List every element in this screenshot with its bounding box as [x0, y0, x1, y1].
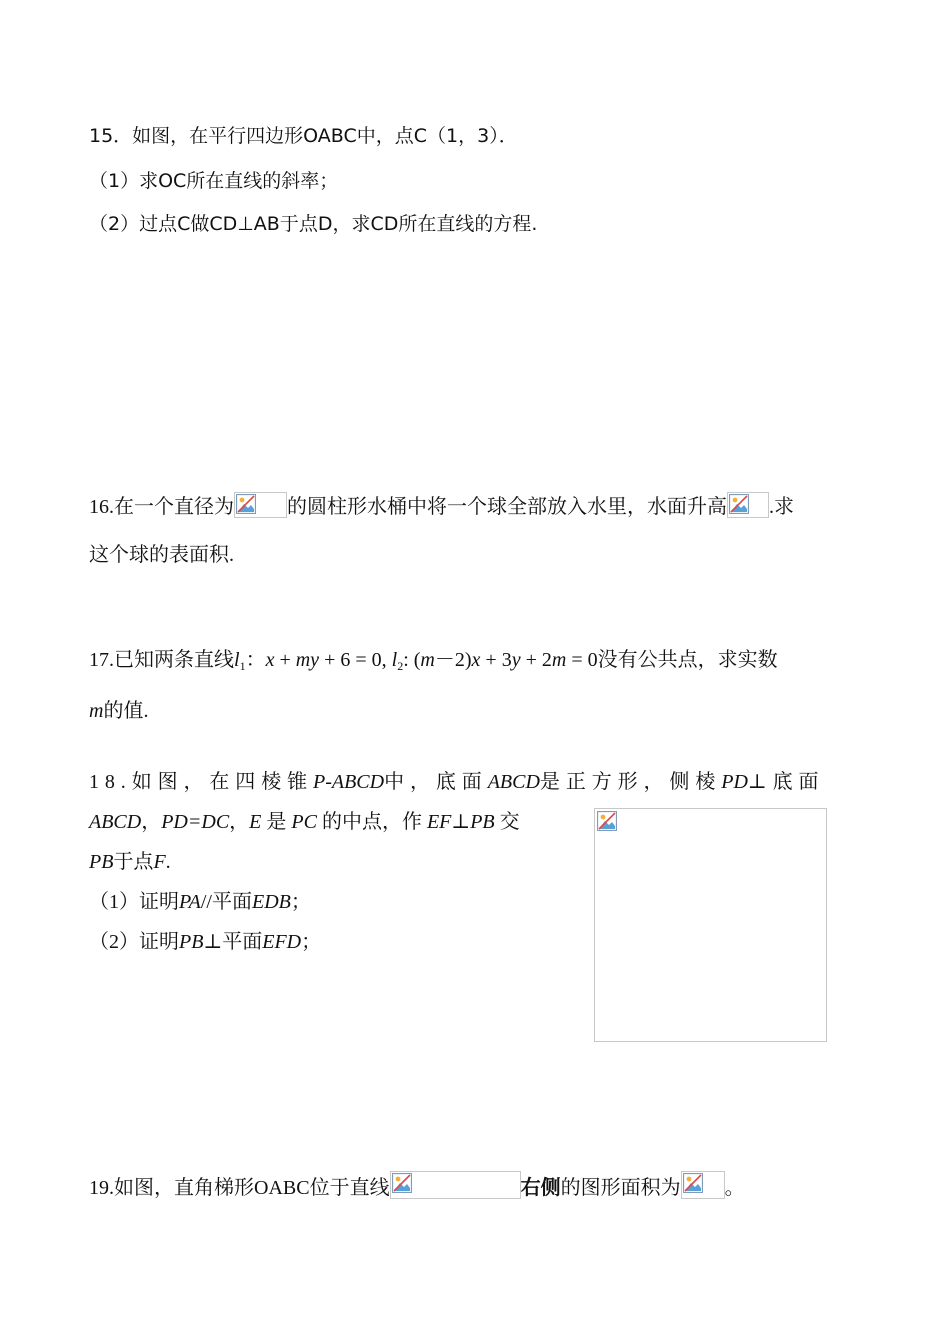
semicolon: ； — [290, 891, 311, 913]
q16-line1 — [89, 492, 794, 518]
period: . — [165, 851, 171, 873]
var-pb: PB — [89, 851, 114, 873]
text-plane: //平面 — [200, 891, 252, 913]
q18-line3 — [89, 852, 171, 872]
var-ef: EF — [426, 811, 452, 833]
var-y: y — [511, 649, 521, 671]
var-abcd: ABCD — [89, 811, 142, 833]
height-image — [727, 492, 769, 518]
sub-1: 1 — [239, 659, 246, 673]
broken-image-icon — [729, 494, 749, 514]
var-e: E — [249, 811, 262, 833]
q18-line2 — [89, 812, 520, 832]
eq2-d: = 0 — [566, 649, 598, 671]
eq2-c: + 2 — [520, 649, 552, 671]
var-pd-dc: PD=DC — [161, 811, 230, 833]
pyramid-figure-image — [594, 808, 827, 1042]
broken-image-icon — [392, 1173, 412, 1193]
var-abcd: ABCD — [487, 771, 540, 793]
var-f: F — [153, 851, 166, 873]
q17-text-a: 17.已知两条直线 — [89, 649, 234, 671]
q19-text-a: 19.如图，直角梯形OABC位于直线 — [89, 1177, 390, 1199]
q17-tail: 没有公共点，求实数 — [597, 649, 778, 671]
q18-text-d: ⊥底面 — [747, 771, 825, 793]
var-pb: PB — [470, 811, 495, 833]
colon: ： — [245, 649, 266, 671]
q19-bold-right-side: 右侧 — [520, 1177, 561, 1199]
comma: ， — [141, 811, 162, 833]
var-pd: PD — [721, 771, 748, 793]
q18-part1 — [89, 892, 311, 912]
diameter-image — [234, 492, 287, 518]
broken-image-icon — [597, 811, 617, 831]
semicolon: ； — [301, 931, 322, 953]
var-m: m — [420, 649, 435, 671]
text-plane: ⊥平面 — [203, 931, 263, 953]
eq1-end: + 6 = 0, — [319, 649, 392, 671]
q17-line2 — [89, 701, 148, 721]
q16-text-b: 的圆柱形水桶中将一个球全部放入水里，水面升高 — [287, 496, 727, 518]
text-a: 于点 — [113, 851, 154, 873]
q15-part2: （2）过点C做CD⊥AB于点D，求CD所在直线的方程. — [89, 213, 538, 235]
var-pb: PB — [179, 931, 204, 953]
var-pc: PC — [291, 811, 317, 833]
var-x: x — [265, 649, 275, 671]
area-image — [681, 1171, 725, 1199]
var-edb: EDB — [251, 891, 291, 913]
eq2-b: + 3 — [480, 649, 512, 671]
q15-part1: （1）求OC所在直线的斜率； — [89, 170, 339, 192]
q16-line2: 这个球的表面积. — [89, 544, 234, 566]
q18-text-a: 18.如图，在四棱锥 — [89, 771, 313, 793]
sub-2: 2 — [397, 659, 404, 673]
var-pabcd: P-ABCD — [313, 771, 385, 793]
q17-line2-tail: 的值. — [103, 700, 149, 722]
var-m: m — [89, 700, 104, 722]
text-prove: （2）证明 — [89, 931, 179, 953]
var-my: my — [295, 649, 320, 671]
var-l: l — [391, 649, 398, 671]
q15-title: 15．如图，在平行四边形OABC中，点C（1，3）． — [89, 125, 518, 147]
q18-text-b: 中，底面 — [384, 771, 488, 793]
q18-part2 — [89, 932, 321, 952]
text-is: 是 — [261, 811, 292, 833]
q16-text-c: .求 — [769, 496, 794, 518]
q18-line1 — [89, 772, 824, 792]
q19-end: 。 — [724, 1177, 745, 1199]
var-x: x — [471, 649, 481, 671]
q19-line — [89, 1171, 745, 1199]
var-m: m — [551, 649, 567, 671]
text-mid: 的中点，作 — [316, 811, 427, 833]
broken-image-icon — [683, 1173, 703, 1193]
text-jiao: 交 — [494, 811, 520, 833]
q16-text-a: 16.在一个直径为 — [89, 496, 234, 518]
line-equation-image — [390, 1171, 521, 1199]
plus: + — [274, 649, 296, 671]
text-prove: （1）证明 — [89, 891, 179, 913]
q19-text-b: 的图形面积为 — [560, 1177, 681, 1199]
perp: ⊥ — [451, 811, 471, 833]
q18-text-c: 是正方形，侧棱 — [539, 771, 722, 793]
comma: ， — [229, 811, 250, 833]
colon: : ( — [403, 649, 421, 671]
var-pa: PA — [179, 891, 201, 913]
eq2-a: －2) — [434, 649, 472, 671]
broken-image-icon — [236, 494, 256, 514]
q17-line1 — [89, 649, 778, 673]
var-l: l — [234, 649, 240, 671]
var-efd: EFD — [262, 931, 302, 953]
